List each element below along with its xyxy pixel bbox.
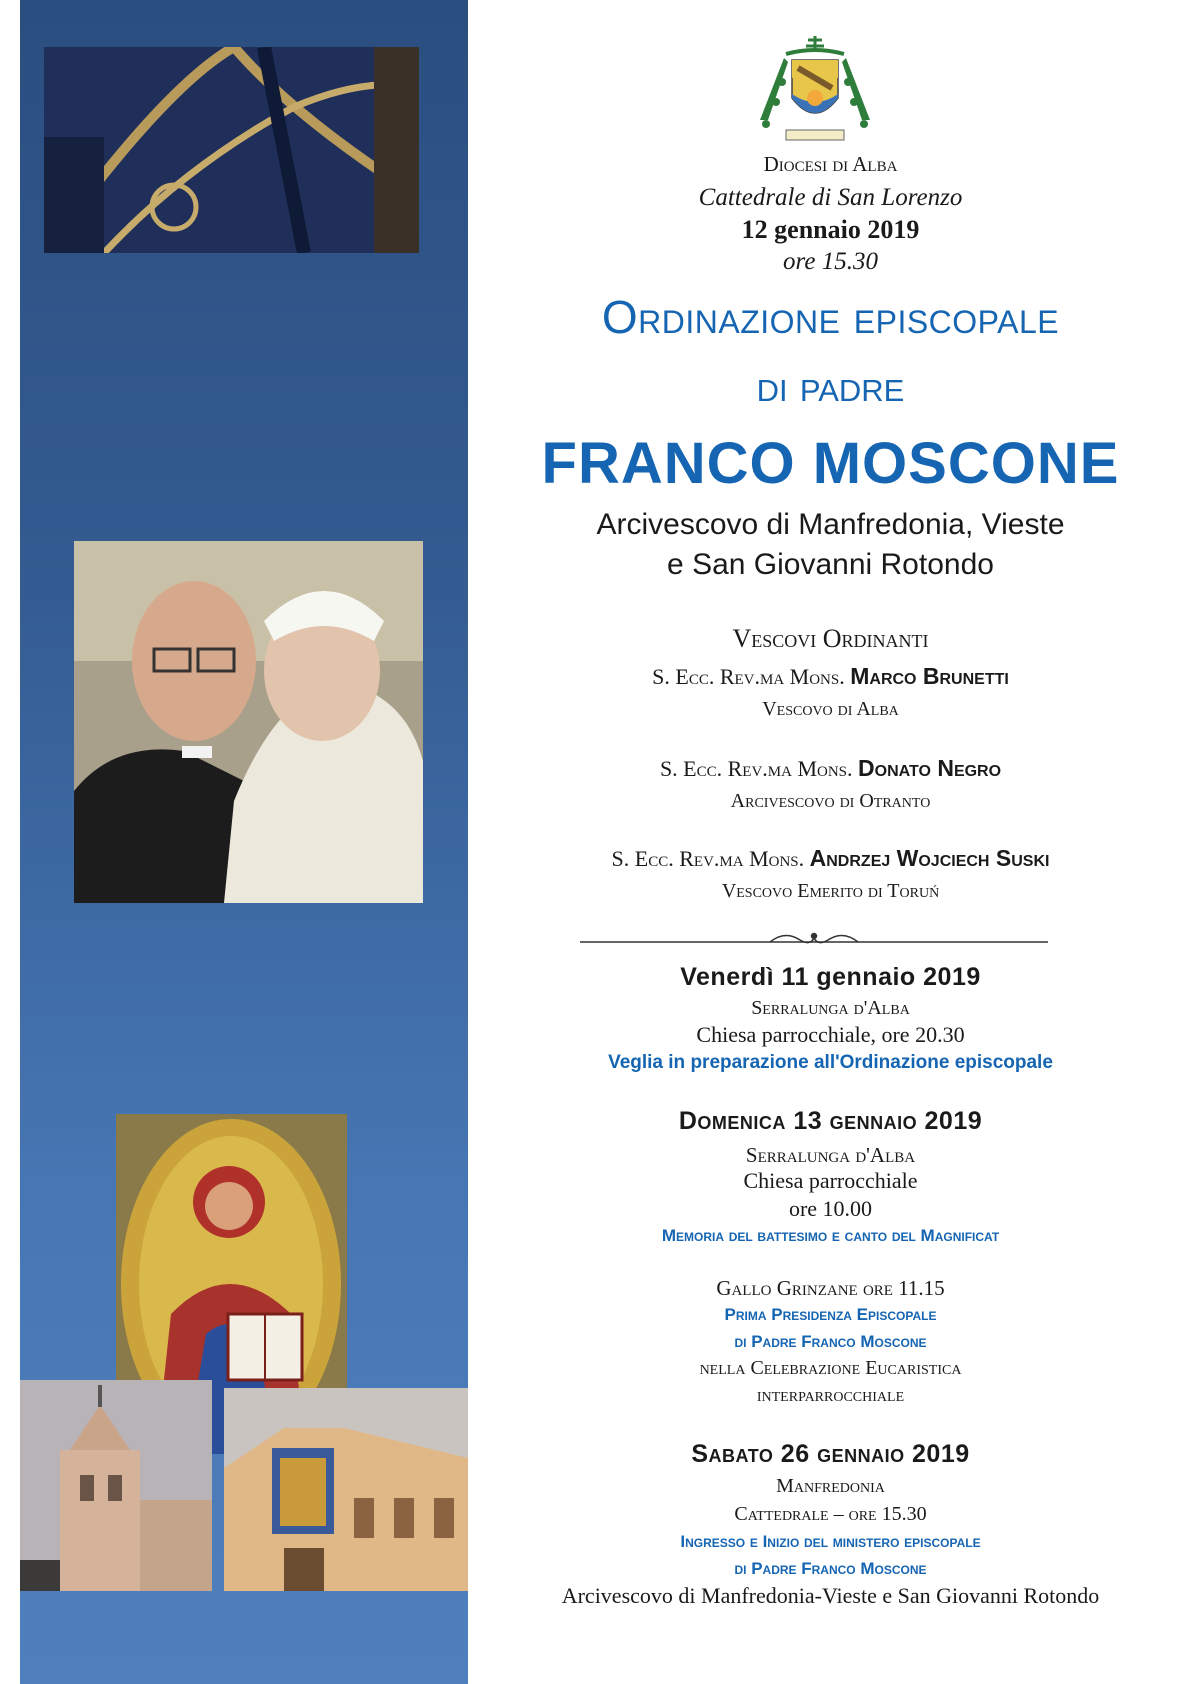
bishop-3-role: Vescovo Emerito di Toruń <box>721 880 940 902</box>
bishop-3-prefix: S. Ecc. Rev.ma Mons. <box>611 846 805 871</box>
event-2-detail-1: Chiesa parrocchiale <box>743 1168 918 1193</box>
event-1-day: Venerdì 11 gennaio 2019 <box>680 963 981 991</box>
diocese-label: Diocesi di Alba <box>763 152 898 176</box>
bishop-1-name: Marco Brunetti <box>850 663 1009 689</box>
bishop-2 <box>470 755 1191 782</box>
ordinand-name: FRANCO MOSCONE <box>541 431 1120 496</box>
event-3-title-1: Ingresso e Inizio del ministero episcopale <box>680 1532 981 1551</box>
event-date: 12 gennaio 2019 <box>741 215 920 244</box>
title-line-1: Ordinazione episcopale <box>601 291 1060 343</box>
event-2-title: Memoria del battesimo e canto del Magnificat <box>661 1226 1000 1245</box>
cathedral-label: Cattedrale di San Lorenzo <box>698 184 963 211</box>
ordinand-title-1: Arcivescovo di Manfredonia, Vieste <box>596 508 1065 541</box>
event-2-day: Domenica 13 gennaio 2019 <box>678 1107 983 1135</box>
portrait-photo <box>74 541 423 903</box>
event-2-title-2a: Prima Presidenza Episcopale <box>724 1305 937 1324</box>
bishop-3-name: Andrzej Wojciech Suski <box>809 845 1050 871</box>
bishop-2-name: Donato Negro <box>858 755 1002 781</box>
cathedral-facade-photo <box>224 1388 468 1591</box>
event-2-detail-2: ore 10.00 <box>788 1196 873 1221</box>
event-3-day: Sabato 26 gennaio 2019 <box>691 1440 970 1468</box>
ordinanti-heading: Vescovi Ordinanti <box>732 624 929 653</box>
event-3-title-2: di Padre Franco Moscone <box>734 1559 927 1578</box>
event-1-title: Veglia in preparazione all'Ordinazione episcopale <box>608 1052 1053 1073</box>
event-2-place-2: Gallo Grinzane ore 11.15 <box>716 1276 945 1300</box>
event-time: ore 15.30 <box>783 248 878 275</box>
event-2-title-2b: di Padre Franco Moscone <box>734 1332 927 1351</box>
bishop-2-prefix: S. Ecc. Rev.ma Mons. <box>659 756 853 781</box>
main-content <box>470 0 1191 1684</box>
event-1-detail: Chiesa parrocchiale, ore 20.30 <box>696 1022 965 1047</box>
event-2-note-2: interparrocchiale <box>756 1384 905 1406</box>
ornament-divider-icon <box>580 930 1048 950</box>
event-3-footer: Arcivescovo di Manfredonia-Vieste e San Giovanni Rotondo <box>561 1583 1100 1608</box>
ordinand-title-2: e San Giovanni Rotondo <box>667 548 994 581</box>
bishop-1-prefix: S. Ecc. Rev.ma Mons. <box>652 664 845 689</box>
ceiling-photo <box>44 47 419 253</box>
bell-tower-photo <box>20 1380 212 1591</box>
bishop-1 <box>470 663 1191 690</box>
bishop-2-role: Arcivescovo di Otranto <box>730 790 931 812</box>
coat-of-arms-icon <box>756 32 874 148</box>
event-3-place: Manfredonia <box>776 1475 885 1497</box>
event-2-place: Serralunga d'Alba <box>745 1143 916 1167</box>
event-1-place: Serralunga d'Alba <box>751 997 910 1019</box>
bishop-1-role: Vescovo di Alba <box>762 698 899 720</box>
title-line-2: di padre <box>756 362 905 411</box>
bishop-3 <box>470 845 1191 872</box>
event-2-note-1: nella Celebrazione Eucaristica <box>699 1357 962 1379</box>
event-3-detail: Cattedrale – ore 15.30 <box>734 1503 927 1525</box>
